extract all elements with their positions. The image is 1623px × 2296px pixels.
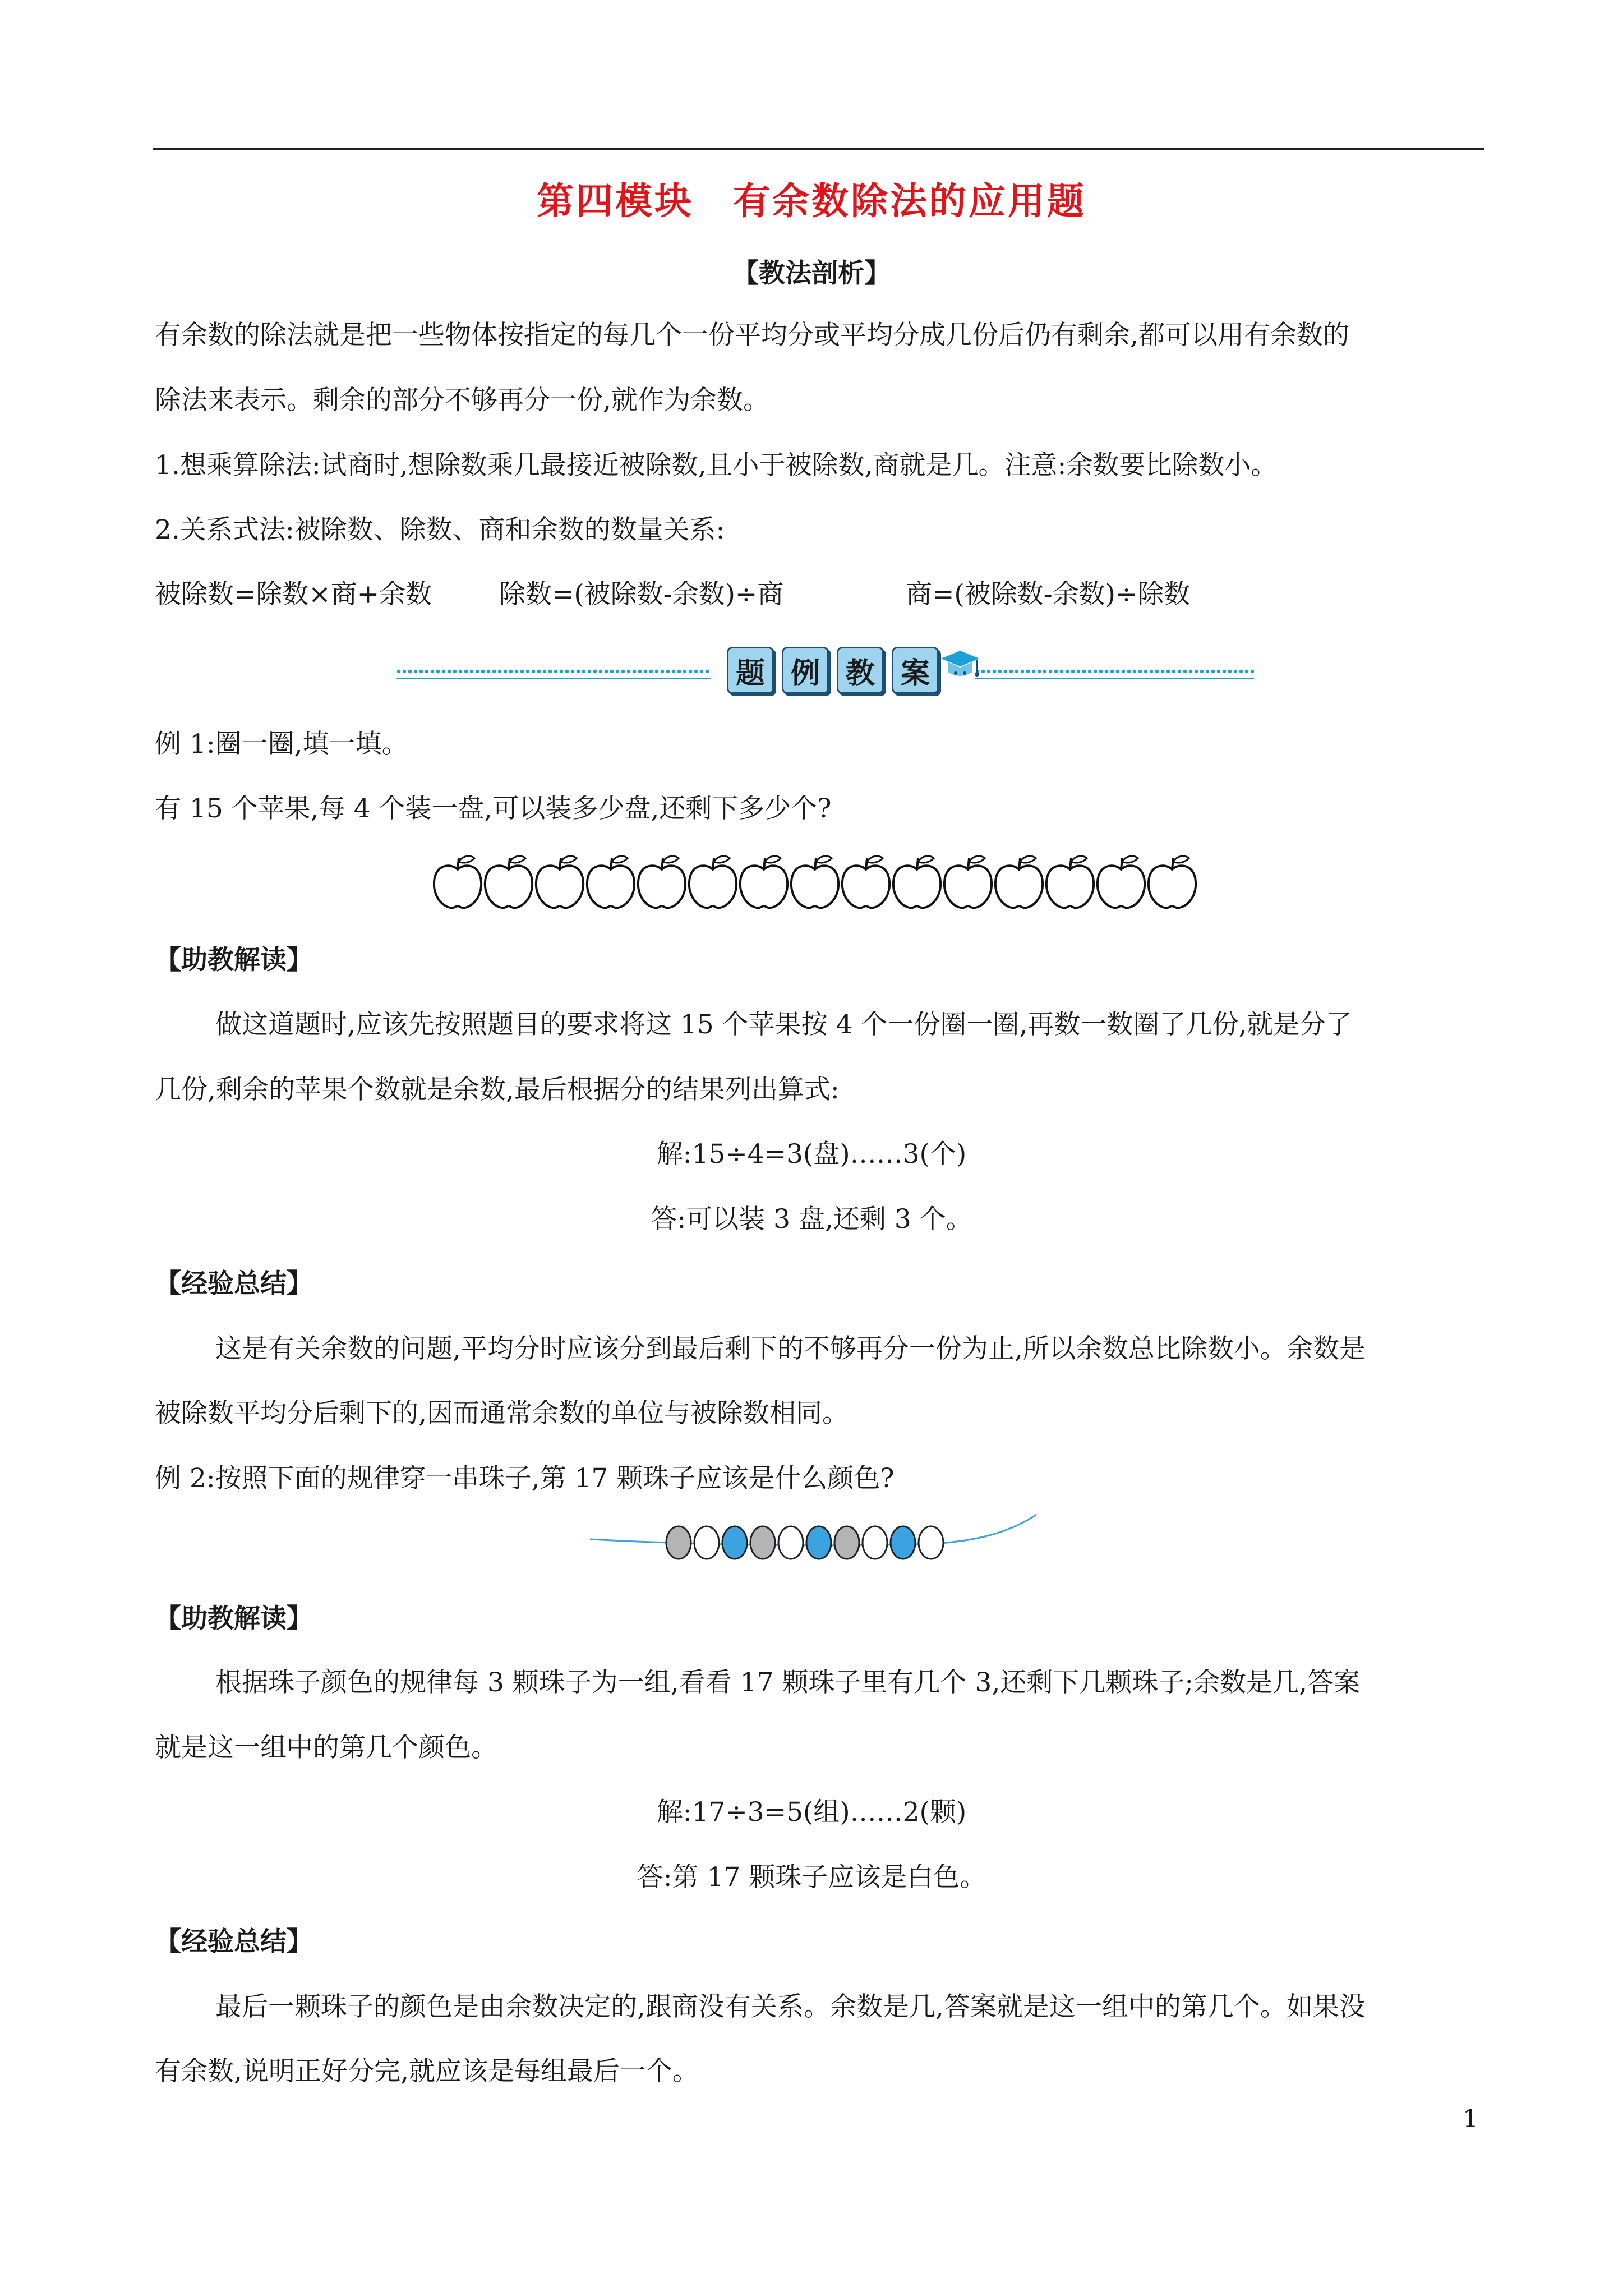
bead-gray [750,1526,775,1559]
apple-icon [587,856,634,908]
apple-icon [638,856,685,908]
example2-summary-line-2: 有余数,说明正好分完,就应该是每组最后一个。 [155,2056,699,2087]
apple-icon [995,856,1043,908]
apple-icon [842,856,889,908]
banner-line-right [975,669,1254,677]
example1-summary-line-2: 被除数平均分后剩下的,因而通常余数的单位与被除数相同。 [155,1398,849,1429]
bead-blue [722,1526,747,1559]
apple-icon [1149,856,1196,908]
bead-blue [806,1526,831,1559]
bead-string [583,1510,1043,1572]
bead-gray [666,1526,691,1559]
example1-answer: 答:可以装 3 盘,还剩 3 个。 [651,1204,972,1235]
example2-assist-heading: 【助教解读】 [155,1603,313,1634]
banner-example-plan [727,647,939,694]
formula-dividend: 被除数=除数×商+余数 [155,579,432,610]
example1-summary-line-1: 这是有关余数的问题,平均分时应该分到最后剩下的不够再分一份为止,所以余数总比除数小。余数是 [215,1333,1366,1364]
example1-label: 例 1:圈一圈,填一填。 [155,729,408,760]
banner-char: 教 [837,647,884,694]
banner-char: 例 [782,647,829,694]
formula-divisor: 除数=(被除数-余数)÷商 [499,579,784,610]
example2-assist-line-2: 就是这一组中的第几个颜色。 [155,1732,497,1763]
apple-icon [1098,856,1145,908]
page-number: 1 [1463,2105,1478,2133]
example1-question: 有 15 个苹果,每 4 个装一盘,可以装多少盘,还剩下多少个? [155,793,832,824]
example1-assist-heading: 【助教解读】 [155,945,313,976]
method-1: 1.想乘算除法:试商时,想除数乘几最接近被除数,且小于被除数,商就是几。注意:余数要比除数小。 [155,450,1278,481]
method-2: 2.关系式法:被除数、除数、商和余数的数量关系: [155,514,725,545]
example2-summary-line-1: 最后一颗珠子的颜色是由余数决定的,跟商没有关系。余数是几,答案就是这一组中的第几个。如果没 [215,1991,1366,2022]
apple-icon [536,856,583,908]
header-rule [153,148,1484,150]
formula-quotient: 商=(被除数-余数)÷除数 [906,579,1191,610]
example1-assist-line-1: 做这道题时,应该先按照题目的要求将这 15 个苹果按 4 个一份圈一圈,再数一数圈了几份,就是分了 [215,1009,1353,1040]
intro-line-2: 除法来表示。剩余的部分不够再分一份,就作为余数。 [155,385,769,416]
bead-white [863,1526,887,1559]
example2-answer: 答:第 17 颗珠子应该是白色。 [637,1862,986,1893]
bead-white [694,1526,719,1559]
apple-icon [485,856,532,908]
banner-line-left [396,669,711,677]
bead-blue [891,1526,915,1559]
banner-char: 案 [892,647,939,694]
bead-white [778,1526,803,1559]
apple-icon [1046,856,1094,908]
apple-icon [740,856,787,908]
apple-icon [944,856,992,908]
apple-icon [434,856,481,908]
example2-solution: 解:17÷3=5(组)……2(颗) [656,1797,967,1828]
example1-summary-heading: 【经验总结】 [155,1268,313,1299]
example2-summary-heading: 【经验总结】 [155,1926,313,1957]
example1-solution: 解:15÷4=3(盘)……3(个) [656,1139,967,1170]
page-title: 第四模块 有余数除法的应用题 [537,179,1086,223]
apple-icon [791,856,838,908]
apple-row [433,854,1207,912]
example2-question: 例 2:按照下面的规律穿一串珠子,第 17 颗珠子应该是什么颜色? [155,1463,895,1494]
example2-assist-line-1: 根据珠子颜色的规律每 3 颗珠子为一组,看看 17 颗珠子里有几个 3,还剩下几颗珠子;余数是几,答案 [215,1667,1360,1698]
bead-white [919,1526,943,1559]
apple-icon [689,856,736,908]
intro-line-1: 有余数的除法就是把一些物体按指定的每几个一份平均分或平均分成几份后仍有剩余,都可以用有余数的 [155,320,1349,351]
example1-assist-line-2: 几份,剩余的苹果个数就是余数,最后根据分的结果列出算式: [155,1074,840,1105]
graduate-cap-icon [938,646,983,687]
section-teaching-heading: 【教法剖析】 [732,258,891,289]
bead-gray [834,1526,859,1559]
apple-icon [893,856,940,908]
banner-char: 题 [727,647,774,694]
